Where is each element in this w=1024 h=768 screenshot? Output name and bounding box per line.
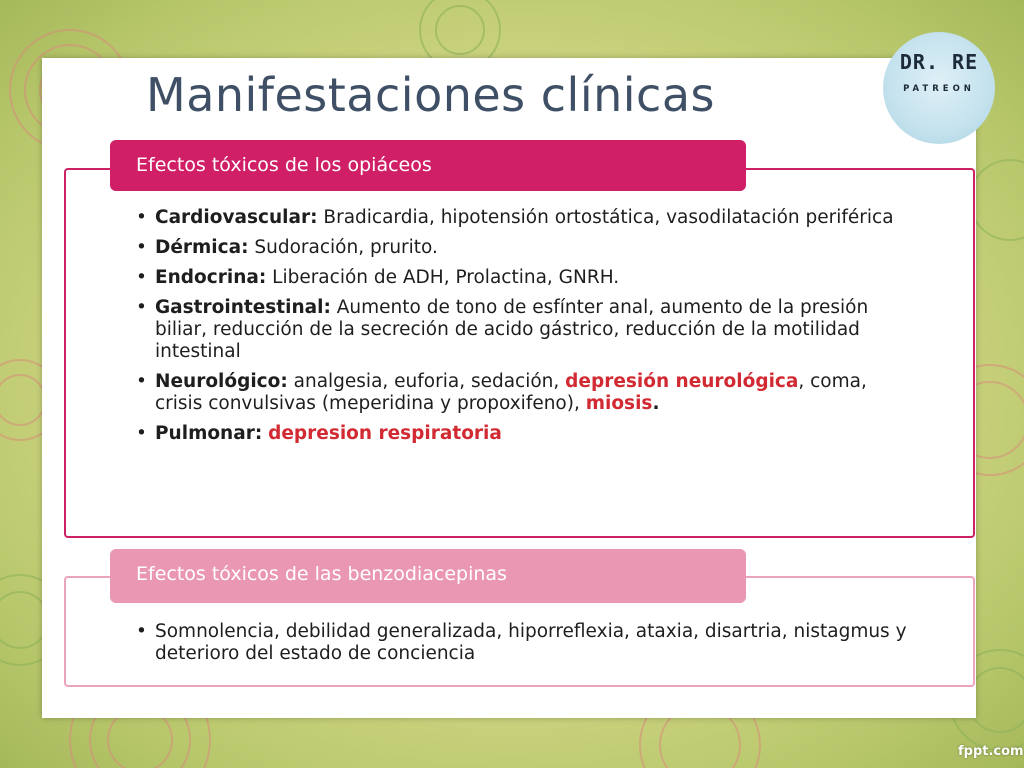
list-item-pulmonar [136,423,896,445]
item-label: Pulmonar: [155,423,263,444]
fppt-watermark: fppt.com [958,744,1024,759]
list-item-dermica [136,237,896,259]
highlight-miosis: miosis [585,393,653,414]
bullet: • [136,621,147,642]
item-text: Sudoración, prurito. [248,237,438,258]
item-text: analgesia, euforia, sedación, [287,371,566,392]
highlight-depresion-respiratoria: depresion respiratoria [268,423,502,444]
item-label: Dérmica: [155,237,249,258]
opiaceos-header: Efectos tóxicos de los opiáceos [110,140,746,191]
logo-title: DR. RE [899,50,979,74]
item-text: Liberación de ADH, Prolactina, GNRH. [266,267,620,288]
item-text: Bradicardia, hipotensión ortostática, vasodilatación periférica [317,207,894,228]
item-label: Neurológico: [155,371,288,392]
slide-title: Manifestaciones clínicas [146,68,715,122]
item-label: Gastrointestinal: [155,297,331,318]
opiaceos-list [136,207,896,453]
dr-re-patreon-logo [883,32,995,144]
bullet: • [136,207,147,228]
item-label: Cardiovascular: [155,207,318,228]
bullet: • [136,297,147,318]
list-item-cardiovascular [136,207,896,229]
item-text: , coma, crisis convulsivas (meperidina y propoxifeno), [155,371,867,414]
list-item-benzodiacepinas [136,621,916,665]
bullet: • [136,237,147,258]
list-item-neurologico [136,371,896,415]
list-item-endocrina [136,267,896,289]
bullet: • [136,423,147,444]
list-item-gastrointestinal [136,297,896,363]
item-text: Somnolencia, debilidad generalizada, hiporreflexia, ataxia, disartria, nistagmus y deterioro del estado de conciencia [155,621,907,664]
item-label: Endocrina: [155,267,267,288]
bullet: • [136,371,147,392]
benzodiacepinas-header: Efectos tóxicos de las benzodiacepinas [110,549,746,603]
bullet: • [136,267,147,288]
benzodiacepinas-list [136,621,916,673]
highlight-depresion-neurologica: depresión neurológica [565,371,799,392]
item-text: Aumento de tono de esfínter anal, aumento de la presión biliar, reducción de la secreción de acido gástrico, reducción de la motilidad intestinal [155,297,869,362]
logo-subtitle: PATREON [903,84,975,94]
item-end: . [652,393,660,414]
